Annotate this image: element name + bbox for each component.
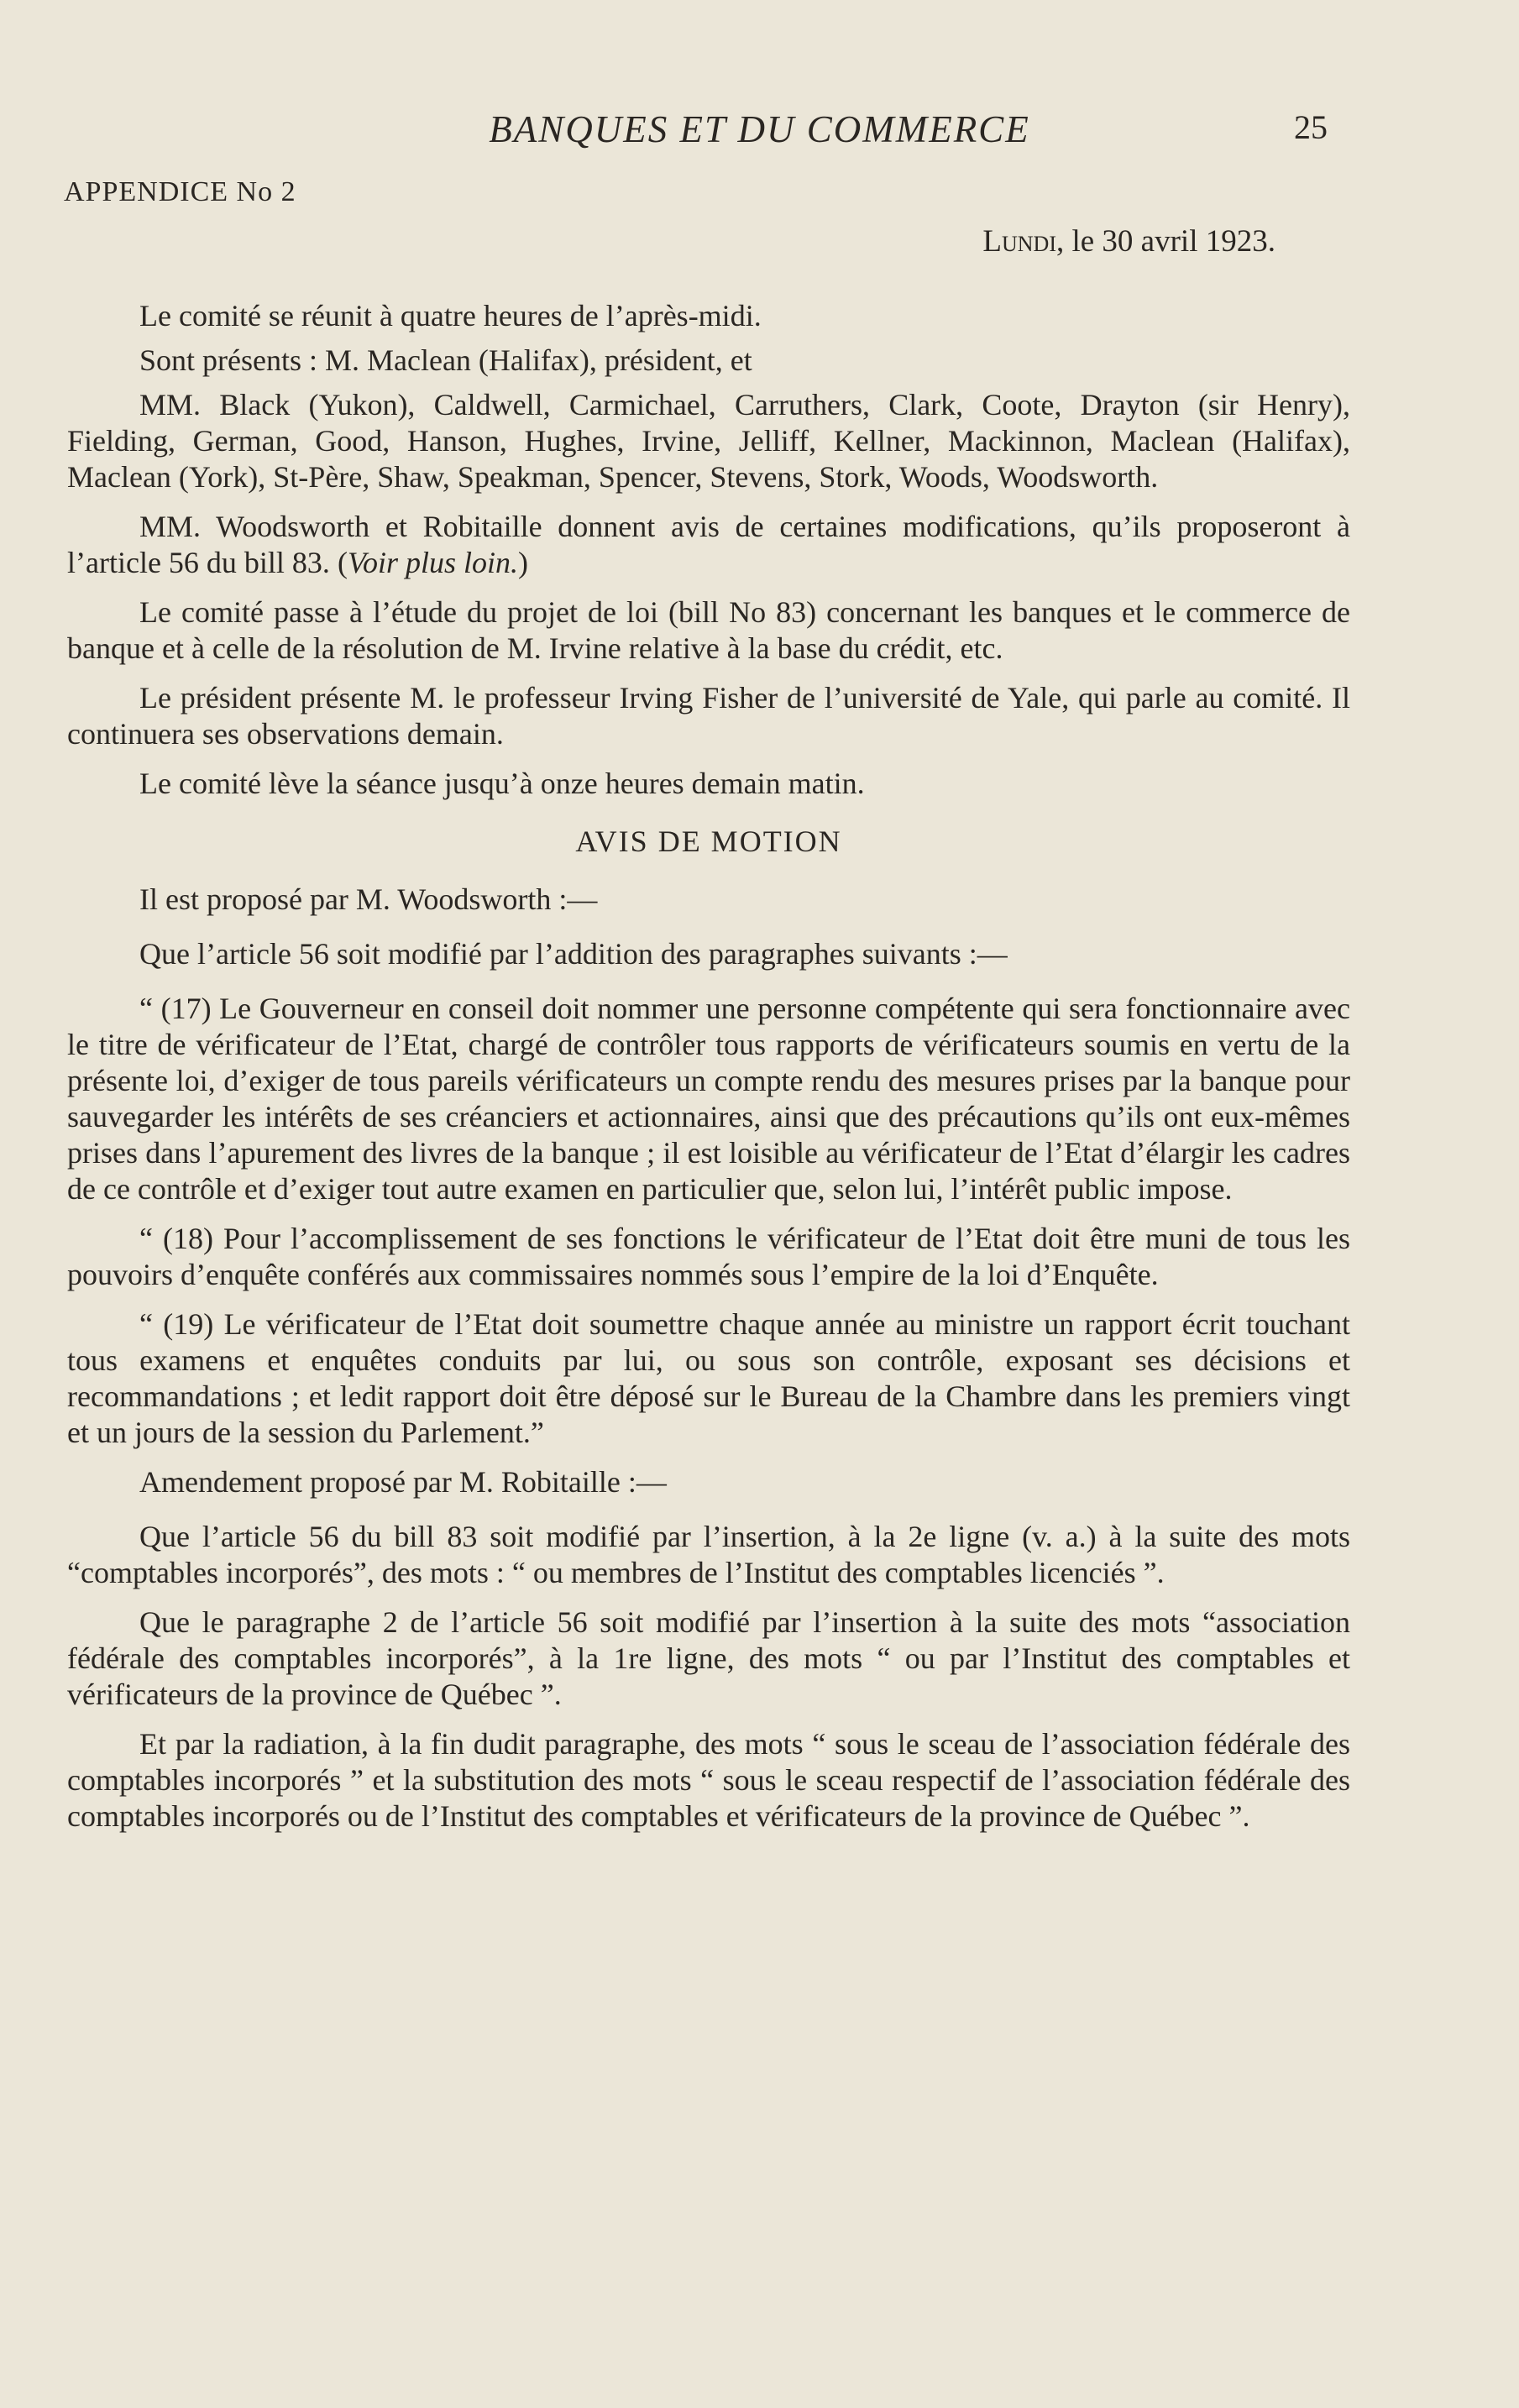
- amendment-proposer: Amendement proposé par M. Robitaille :—: [139, 1465, 667, 1499]
- paragraph-notice: [67, 509, 1350, 581]
- notice-paren-open: (: [337, 546, 348, 579]
- dateline-date: le 30 avril 1923.: [1064, 224, 1275, 259]
- paragraph-meeting: Le comité se réunit à quatre heures de l’après-midi.: [139, 299, 762, 332]
- dateline: [982, 223, 1275, 259]
- motion-paragraph-17: “ (17) Le Gouverneur en conseil doit nommer une personne compétente qui sera fonctionnaire avec le titre de vérificateur de l’Etat, chargé de contrôler tous rapports de vérificateurs soumis en vertu de la présente loi, d’exiger de tous pareils vérificateurs un compte rendu des mesures prises par la banque pour sauvegarder les intérêts de ses créanciers et actionnaires, ainsi que des précautions qu’ils ont eux-mêmes prises dans l’apurement des livres de la banque ; il est loisible au vérificateur de l’Etat d’élargir les cadres de ce contrôle et d’exiger tout autre examen en particulier que, selon lui, l’intérêt public impose.: [67, 992, 1350, 1206]
- page-number: 25: [1294, 108, 1328, 146]
- appendix-label: APPENDICE No 2: [64, 176, 296, 207]
- paragraph-members: MM. Black (Yukon), Caldwell, Carmichael, Carruthers, Clark, Coote, Drayton (sir Henry), Fielding, German, Good, Hanson, Hughes, Irvine, Jelliff, Kellner, Mackinnon, Maclean (Halifax), Maclean (York), St-Père, Shaw, Speakman, Spencer, Stevens, Stork, Woods, Woodsworth.: [67, 388, 1350, 494]
- notice-see-below: Voir plus loin.: [347, 546, 518, 579]
- amendment-paragraph-2: Que le paragraphe 2 de l’article 56 soit modifié par l’insertion à la suite des mots “association fédérale des comptables incorporés”, à la 1re ligne, des mots “ ou par l’Institut des comptables et vérificateurs de la province de Québec ”.: [67, 1605, 1350, 1711]
- running-title: BANQUES ET DU COMMERCE: [489, 108, 1030, 150]
- dateline-day: Lundi,: [982, 224, 1065, 259]
- paragraph-study: Le comité passe à l’étude du projet de loi (bill No 83) concernant les banques et le commerce de banque et à celle de la résolution de M. Irvine relative à la base du crédit, etc.: [67, 595, 1350, 665]
- motion-proposer: Il est proposé par M. Woodsworth :—: [139, 882, 598, 916]
- amendment-paragraph-1: Que l’article 56 du bill 83 soit modifié par l’insertion, à la 2e ligne (v. a.) à la suite des mots “comptables incorporés”, des mots : “ ou membres de l’Institut des comptables licenciés ”.: [67, 1520, 1350, 1589]
- section-title-motion: AVIS DE MOTION: [575, 824, 842, 858]
- motion-paragraph-19: “ (19) Le vérificateur de l’Etat doit soumettre chaque année au ministre un rapport écrit touchant tous examens et enquêtes conduits par lui, ou sous son contrôle, exposant ses décisions et recommandations ; et ledit rapport doit être déposé sur le Bureau de la Chambre dans les premiers vingt et un jours de la session du Parlement.”: [67, 1307, 1350, 1449]
- notice-text: MM. Woodsworth et Robitaille donnent avis de certaines modifications, qu’ils proposeront à l’article 56 du bill 83.: [67, 510, 1350, 579]
- motion-intro: Que l’article 56 soit modifié par l’addition des paragraphes suivants :—: [139, 937, 1008, 971]
- paragraph-present: Sont présents : M. Maclean (Halifax), président, et: [139, 343, 752, 377]
- notice-paren-close: ): [517, 546, 528, 579]
- amendment-paragraph-3: Et par la radiation, à la fin dudit paragraphe, des mots “ sous le sceau de l’association fédérale des comptables incorporés ” et la substitution des mots “ sous le sceau respectif de l’association fédérale des comptables incorporés ou de l’Institut des comptables et vérificateurs de la province de Québec ”.: [67, 1727, 1350, 1833]
- paragraph-adjourn: Le comité lève la séance jusqu’à onze heures demain matin.: [139, 767, 865, 800]
- paragraph-fisher: Le président présente M. le professeur Irving Fisher de l’université de Yale, qui parle au comité. Il continuera ses observations demain.: [67, 681, 1350, 751]
- motion-paragraph-18: “ (18) Pour l’accomplissement de ses fonctions le vérificateur de l’Etat doit être muni de tous les pouvoirs d’enquête conférés aux commissaires nommés sous l’empire de la loi d’Enquête.: [67, 1222, 1350, 1291]
- body-text: [67, 298, 1350, 1848]
